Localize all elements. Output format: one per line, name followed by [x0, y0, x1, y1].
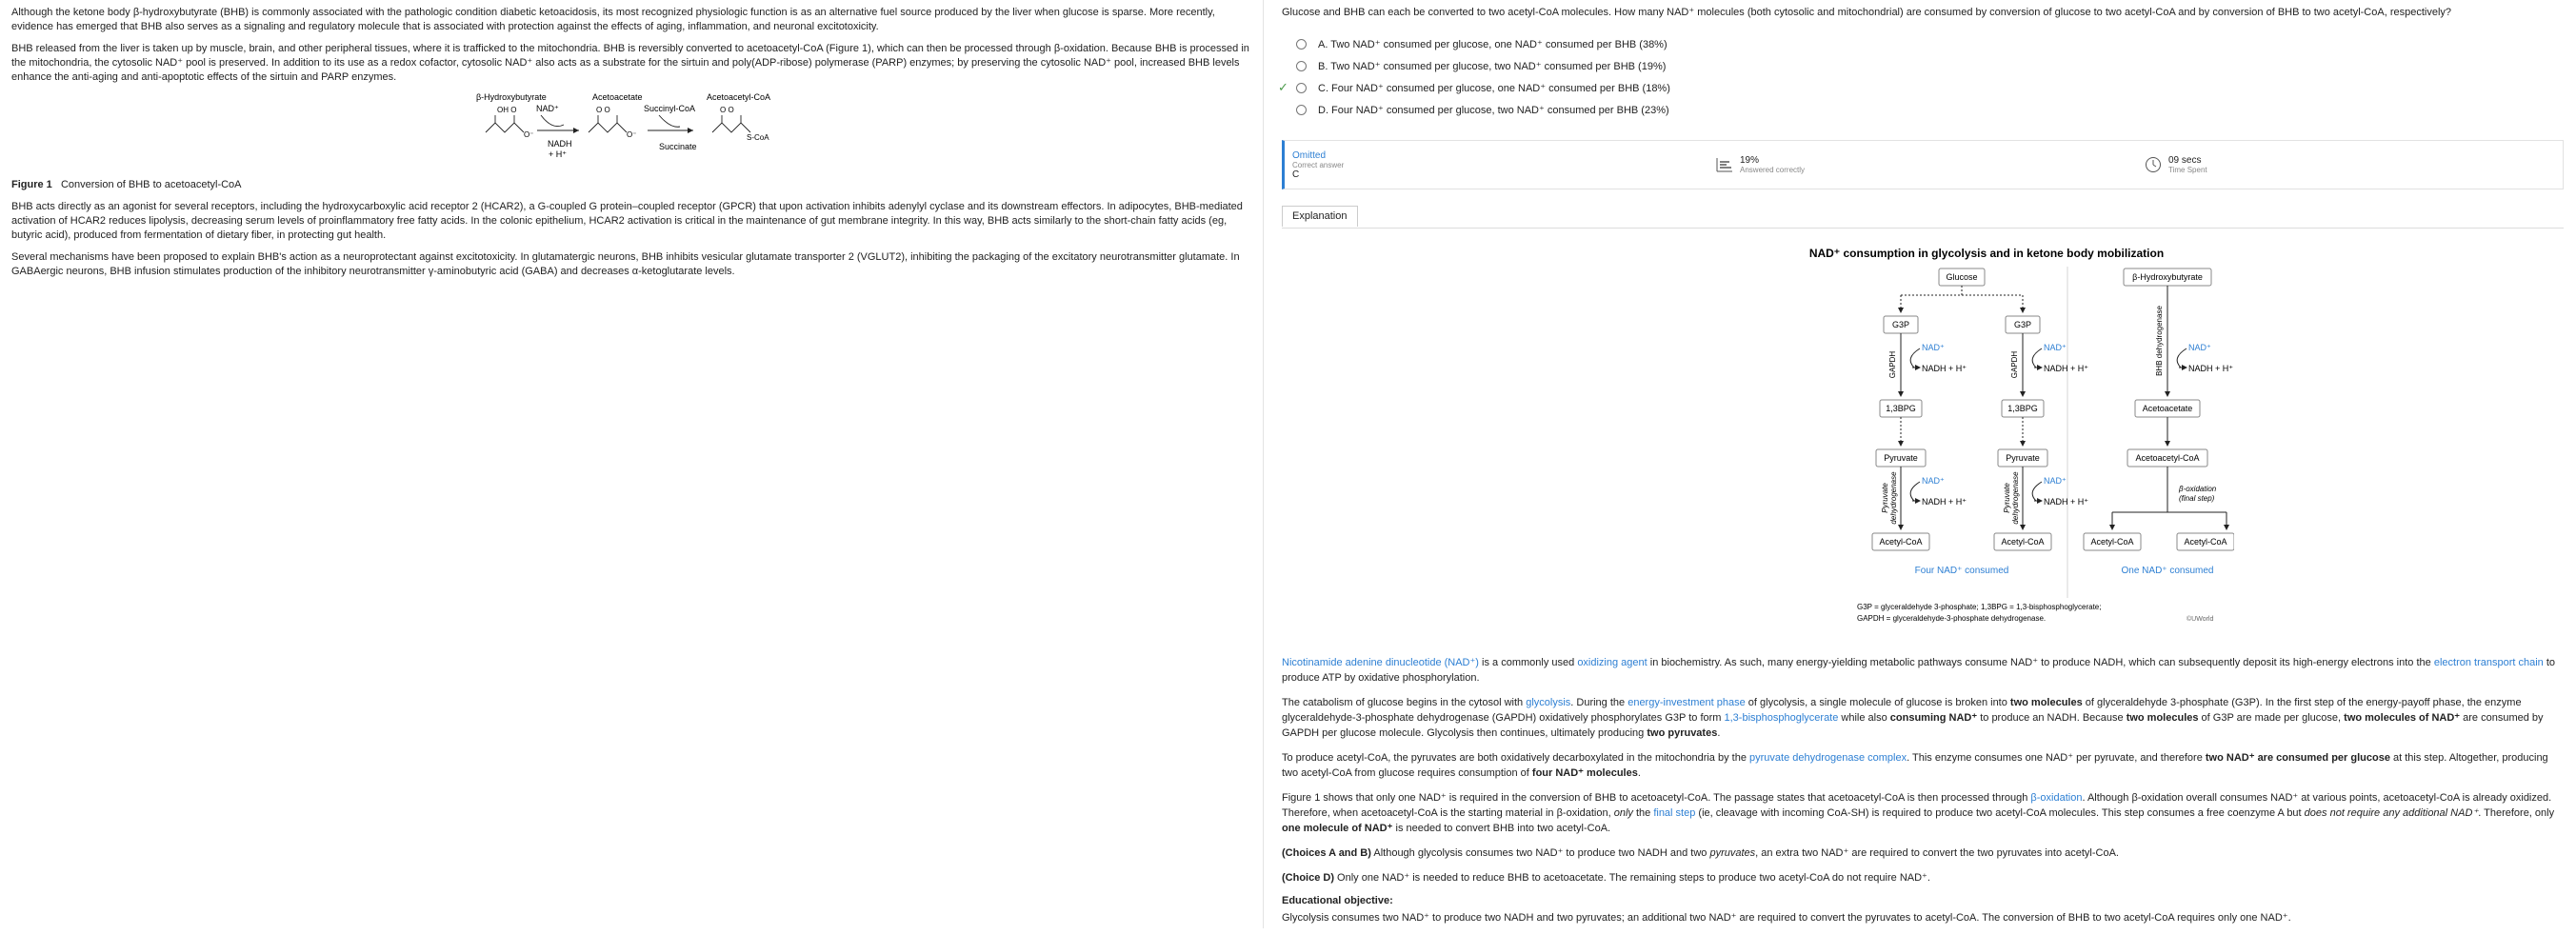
svg-text:NADH + H⁺: NADH + H⁺ [2188, 364, 2234, 373]
answer-stats-bar [1282, 140, 2564, 189]
copyright: ©UWorld [2187, 616, 2214, 623]
link-energy-investment[interactable]: energy-investment phase [1627, 697, 1746, 708]
svg-text:Acetyl-CoA: Acetyl-CoA [2090, 537, 2134, 547]
percent-correct-block [1715, 155, 2144, 174]
question-pane [1278, 6, 2564, 935]
svg-text:Pyruvate: Pyruvate [1884, 453, 1918, 463]
svg-text:Acetoacetate: Acetoacetate [2142, 404, 2193, 413]
choice-a[interactable] [1282, 33, 2564, 55]
bar-chart-icon [1715, 155, 1734, 174]
svg-text:Pyruvate: Pyruvate [1881, 483, 1889, 513]
time-spent-block [2144, 155, 2207, 174]
radio-button[interactable] [1296, 83, 1307, 93]
diagram-legend-2: GAPDH = glyceraldehyde-3-phosphate dehydrogenase. [1857, 614, 2047, 623]
svg-text:O⁻: O⁻ [524, 130, 534, 139]
radio-button[interactable] [1296, 39, 1307, 50]
explanation-text [1282, 655, 2564, 925]
acetoacetyl-coa-skeleton [712, 123, 750, 132]
fig1-succinyl-coa: Succinyl-CoA [644, 104, 696, 113]
link-13bpg[interactable]: 1,3-bisphosphoglycerate [1724, 712, 1839, 724]
link-oxidizing-agent[interactable]: oxidizing agent [1577, 657, 1647, 668]
explanation-choices-ab: (Choices A and B) Although glycolysis consumes two NAD⁺ to produce two NADH and two pyruvates, an extra two NAD⁺ are required to convert the two pyruvates into acetyl-CoA. [1282, 847, 2119, 859]
svg-text:Pyruvate: Pyruvate [2003, 483, 2011, 513]
passage-paragraph-1: Although the ketone body β-hydroxybutyrate (BHB) is commonly associated with the pathologic condition diabetic ketoacidosis, its most recognized physiologic function is as an alternative fuel source produced by the liver when glucose is sparse. More recently, evidence has emerged that BHB also serves as a signaling and regulatory molecule that is associated with protection against the effects of aging, inflammation, and neuronal excitotoxicity. [11, 7, 1215, 32]
figure-1-diagram [476, 92, 876, 170]
figure-1 [476, 92, 876, 170]
svg-text:G3P: G3P [2013, 320, 2032, 329]
label-glucose: Glucose [1946, 272, 1978, 282]
svg-text:1,3BPG: 1,3BPG [1886, 404, 1916, 413]
explanation-paragraph-4: Figure 1 shows that only one NAD⁺ is required in the conversion of BHB to acetoacetyl-CoA. The passage states that acetoacetyl-CoA is then processed through β-oxidation. Although β-oxidation overall consumes NAD⁺ at various points, acetoacetyl-CoA is already oxidized. Therefore, when acetoacetyl-CoA is the starting material in β-oxidation, only the final step (ie, cleavage with incoming CoA-SH) is required to produce two acetyl-CoA molecules. This step consumes a free coenzyme A but does not require any additional NAD⁺. Therefore, only one molecule of NAD⁺ is needed to convert BHB into two acetyl-CoA. [1282, 792, 2555, 834]
svg-text:NADH + H⁺: NADH + H⁺ [1922, 364, 1967, 373]
choice-d-label: D. Four NAD⁺ consumed per glucose, two NAD⁺ consumed per BHB (23%) [1318, 105, 1669, 116]
nad-consumption-diagram [1739, 246, 2234, 655]
status-label: Omitted [1292, 149, 1327, 161]
svg-text:Acetyl-CoA: Acetyl-CoA [2001, 537, 2045, 547]
svg-text:GAPDH: GAPDH [1888, 350, 1897, 379]
fig1-label-acetoacetyl-coa: Acetoacetyl-CoA [707, 92, 771, 102]
clock-icon [2144, 155, 2163, 174]
svg-text:O O: O O [596, 106, 610, 114]
fig1-nad: NAD⁺ [536, 104, 559, 113]
svg-text:Acetyl-CoA: Acetyl-CoA [2184, 537, 2227, 547]
fig1-nadh: NADH [548, 139, 572, 149]
svg-text:NAD⁺: NAD⁺ [1922, 343, 1945, 352]
four-nad-label: Four NAD⁺ consumed [1914, 566, 2009, 576]
acetoacetate-skeleton [589, 123, 627, 132]
fig1-h: + H⁺ [549, 149, 568, 159]
one-nad-label: One NAD⁺ consumed [2121, 566, 2214, 576]
explanation-paragraph-3: To produce acetyl-CoA, the pyruvates are both oxidatively decarboxylated in the mitochondria by the pyruvate dehydrogenase complex. This enzyme consumes one NAD⁺ per pyruvate, and therefore two NAD⁺ are consumed per glucose at this step. Altogether, producing two acetyl-CoA from glucose requires consumption of four NAD⁺ molecules. [1282, 752, 2548, 779]
radio-button[interactable] [1296, 61, 1307, 71]
figure-1-caption: Figure 1 Conversion of BHB to acetoacetyl-CoA [11, 179, 242, 190]
time-label: Time Spent [2168, 166, 2207, 174]
link-final-step[interactable]: final step [1653, 807, 1696, 819]
svg-text:NADH + H⁺: NADH + H⁺ [2044, 497, 2089, 507]
time-value: 09 secs [2168, 155, 2202, 166]
choice-d[interactable] [1282, 99, 2564, 121]
svg-text:dehydrogenase: dehydrogenase [2011, 471, 2020, 525]
percent-value: 19% [1740, 155, 1760, 166]
explanation-paragraph-2: The catabolism of glucose begins in the cytosol with glycolysis. During the energy-investment phase of glycolysis, a single molecule of glucose is broken into two molecules of glyceraldehyde 3-phosphate (G3P). In the first step of the energy-payoff phase, the enzyme glyceraldehyde-3-phosphate dehydrogenase (GAPDH) oxidatively phosphorylates G3P to form 1,3-bisphosphoglycerate while also consuming NAD⁺ to produce an NADH. Because two molecules of G3P are made per glucose, two molecules of NAD⁺ are consumed by GAPDH per glucose molecule. Glycolysis then continues, ultimately producing two pyruvates. [1282, 697, 2544, 739]
passage-paragraph-3: BHB acts directly as an agonist for several receptors, including the hydroxycarboxylic acid receptor 2 (HCAR2), a G-coupled G protein–coupled receptor (GPCR) that upon activation inhibits adenylyl cyclase and its downstream effectors. In adipocytes, BHB-mediated activation of HCAR2 reduces lipolysis, decreasing serum levels of proinflammatory free fatty acids. In the colonic epithelium, HCAR2 activation is critical in the maintenance of gut membrane integrity. In this way, BHB acts similarly to the short-chain fatty acids (eg, butyric acid), produced from fermentation of dietary fiber, in protecting gut health. [11, 201, 1243, 241]
choice-b-label: B. Two NAD⁺ consumed per glucose, two NAD⁺ consumed per BHB (19%) [1318, 61, 1667, 72]
explanation-choice-d: (Choice D) Only one NAD⁺ is needed to reduce BHB to acetoacetate. The remaining steps to produce two acetyl-CoA do not require NAD⁺. [1282, 872, 1930, 884]
svg-text:NAD⁺: NAD⁺ [1922, 476, 1945, 486]
correct-answer-value: C [1292, 169, 1300, 180]
answer-choices [1278, 33, 2564, 121]
passage-paragraph-4: Several mechanisms have been proposed to explain BHB's action as a neuroprotectant against excitotoxicity. In glutamatergic neurons, BHB inhibits vesicular glutamate transporter 2 (VGLUT2), inhibiting the packaging of the excitatory neurotransmitter glutamate. In GABAergic neurons, BHB infusion stimulates production of the inhibitory neurotransmitter γ-aminobutyric acid (GABA) and decreases α-ketoglutarate levels. [11, 251, 1240, 277]
svg-text:NAD⁺: NAD⁺ [2044, 343, 2067, 352]
svg-text:dehydrogenase: dehydrogenase [1889, 471, 1898, 525]
svg-text:Acetoacetyl-CoA: Acetoacetyl-CoA [2135, 453, 2200, 463]
correct-check-icon: ✓ [1278, 80, 1288, 94]
tab-explanation[interactable]: Explanation [1282, 206, 1358, 227]
diagram-svg [1739, 246, 2234, 655]
educational-objective-text: Glycolysis consumes two NAD⁺ to produce two NADH and two pyruvates; an additional two NAD⁺ are required to convert the pyruvates to acetyl-CoA. The conversion of BHB to two acetyl-CoA requires only one NAD⁺. [1282, 912, 2291, 924]
svg-text:GAPDH: GAPDH [2010, 350, 2019, 379]
educational-objective-title: Educational objective: [1282, 895, 1393, 906]
correct-answer-label: Correct answer [1292, 160, 1345, 169]
svg-text:(final step): (final step) [2179, 494, 2215, 503]
link-glycolysis[interactable]: glycolysis [1526, 697, 1571, 708]
svg-text:β-Hydroxybutyrate: β-Hydroxybutyrate [2132, 272, 2203, 282]
diagram-legend-1: G3P = glyceraldehyde 3-phosphate; 1,3BPG = 1,3-bisphosphoglycerate; [1857, 603, 2102, 611]
radio-button[interactable] [1296, 105, 1307, 115]
fig1-scoa: S-CoA [747, 133, 769, 142]
svg-text:NADH + H⁺: NADH + H⁺ [2044, 364, 2089, 373]
choice-b[interactable] [1282, 55, 2564, 77]
fig1-label-bhb: β-Hydroxybutyrate [476, 92, 547, 102]
svg-text:Acetyl-CoA: Acetyl-CoA [1879, 537, 1923, 547]
choice-c[interactable] [1278, 77, 2564, 99]
question-stem: Glucose and BHB can each be converted to two acetyl-CoA molecules. How many NAD⁺ molecules (both cytosolic and mitochondrial) are consumed by conversion of glucose to two acetyl-CoA and by conversion of BHB to two acetyl-CoA, respectively? [1282, 7, 2452, 18]
svg-text:NADH + H⁺: NADH + H⁺ [1922, 497, 1967, 507]
svg-text:NAD⁺: NAD⁺ [2044, 476, 2067, 486]
svg-text:OH O: OH O [497, 106, 517, 114]
fig1-label-acetoacetate: Acetoacetate [592, 92, 643, 102]
svg-text:NAD⁺: NAD⁺ [2188, 343, 2211, 352]
bhb-skeleton [486, 123, 524, 132]
svg-text:1,3BPG: 1,3BPG [2007, 404, 2038, 413]
fig1-succinate: Succinate [659, 142, 697, 151]
svg-text:BHB dehydrogenase: BHB dehydrogenase [2155, 306, 2164, 376]
tab-bar [1282, 205, 2564, 229]
svg-text:O O: O O [720, 106, 734, 114]
link-etc[interactable]: electron transport chain [2433, 657, 2544, 668]
link-nad[interactable]: Nicotinamide adenine dinucleotide (NAD⁺) [1282, 657, 1479, 668]
percent-label: Answered correctly [1740, 166, 1806, 174]
pane-divider[interactable] [1263, 0, 1264, 928]
choice-c-label: C. Four NAD⁺ consumed per glucose, one NAD⁺ consumed per BHB (18%) [1318, 83, 1670, 94]
diagram-title: NAD⁺ consumption in glycolysis and in ketone body mobilization [1808, 247, 2165, 260]
explanation-paragraph-1: Nicotinamide adenine dinucleotide (NAD⁺) is a commonly used oxidizing agent in biochemistry. As such, many energy-yielding metabolic pathways consume NAD⁺ to produce NADH, which can subsequently deposit its high-energy electrons into the electron transport chain to produce ATP by oxidative phosphorylation. [1282, 657, 2556, 684]
svg-text:β-oxidation: β-oxidation [2179, 485, 2217, 493]
svg-text:Pyruvate: Pyruvate [2006, 453, 2040, 463]
passage-paragraph-2: BHB released from the liver is taken up by muscle, brain, and other peripheral tissues, where it is trafficked to the mitochondria. BHB is reversibly converted to acetoacetyl-CoA (Figure 1), which can then be processed through β-oxidation. Because BHB is processed in the mitochondria, the cytosolic NAD⁺ pool is preserved. In addition to its use as a redox cofactor, cytosolic NAD⁺ also acts as a substrate for the sirtuin and poly(ADP-ribose) polymerase (PARP) enzymes; by preserving the cytosolic NAD⁺ pool, increased BHB levels enhance the anti-aging and anti-apoptotic effects of the sirtuin and PARP enzymes. [11, 43, 1249, 83]
choice-a-label: A. Two NAD⁺ consumed per glucose, one NAD⁺ consumed per BHB (38%) [1318, 39, 1667, 50]
svg-text:O⁻: O⁻ [627, 130, 637, 139]
link-pdh-complex[interactable]: pyruvate dehydrogenase complex [1749, 752, 1907, 764]
passage-pane [11, 6, 1249, 287]
status-block [1292, 150, 1715, 180]
link-beta-oxidation[interactable]: β-oxidation [2030, 792, 2083, 804]
svg-text:G3P: G3P [1891, 320, 1910, 329]
